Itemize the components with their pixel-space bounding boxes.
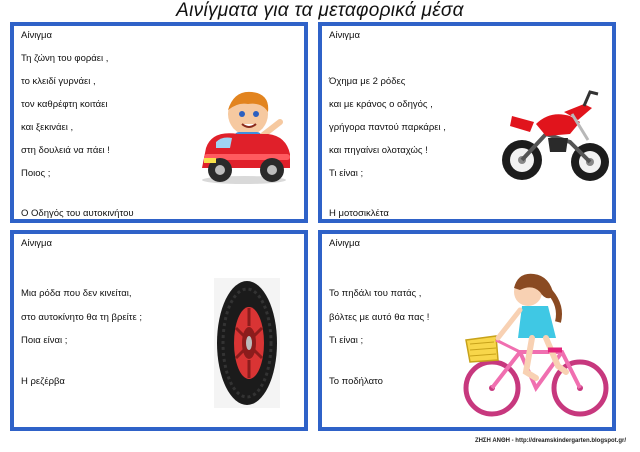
- girl-bicycle-illustration: [462, 262, 610, 426]
- boy-car-illustration: [186, 84, 296, 194]
- riddle-line: Τη ζώνη του φοράει ,: [21, 53, 109, 64]
- riddle-line: και ξεκινάει ,: [21, 122, 74, 133]
- riddle-label: Αίνιγμα: [329, 238, 361, 249]
- motorcycle-illustration: [500, 82, 612, 192]
- riddle-line: στη δουλειά να πάει !: [21, 145, 110, 156]
- spare-tire-illustration: [214, 278, 280, 408]
- riddle-line: Ποια είναι ;: [21, 335, 68, 346]
- riddle-answer: Ο Οδηγός του αυτοκινήτου: [21, 208, 134, 219]
- riddle-label: Αίνιγμα: [329, 30, 361, 41]
- riddle-card-spare-tire: [10, 230, 308, 431]
- riddle-answer: Η ρεζέρβα: [21, 376, 65, 387]
- riddle-line: στο αυτοκίνητο θα τη βρείτε ;: [21, 312, 142, 323]
- riddle-label: Αίνιγμα: [21, 30, 53, 41]
- riddle-card-motorcycle: [318, 22, 616, 223]
- riddle-line: γρήγορα παντού παρκάρει ,: [329, 122, 446, 133]
- riddle-line: Τι είναι ;: [329, 168, 364, 179]
- riddle-label: Αίνιγμα: [21, 238, 53, 249]
- credit-text: ΖΗΣΗ ΑΝΘΗ - http://dreamskindergarten.blogspot.gr/: [474, 438, 626, 444]
- riddle-line: και πηγαίνει ολοταχώς !: [329, 145, 428, 156]
- riddle-line: Ποιος ;: [21, 168, 51, 179]
- riddle-line: Μια ρόδα που δεν κινείται,: [21, 288, 132, 299]
- riddle-line: το κλειδί γυρνάει ,: [21, 76, 96, 87]
- riddle-line: Όχημα με 2 ρόδες: [329, 76, 406, 87]
- riddle-line: τον καθρέφτη κοιτάει: [21, 99, 108, 110]
- riddle-answer: Η μοτοσικλέτα: [329, 208, 389, 219]
- riddle-answer: Το ποδήλατο: [329, 376, 383, 387]
- riddle-line: Τι είναι ;: [329, 335, 364, 346]
- riddle-card-bicycle: [318, 230, 616, 431]
- riddle-line: και με κράνος ο οδηγός ,: [329, 99, 433, 110]
- riddle-line: βόλτες με αυτό θα πας !: [329, 312, 430, 323]
- page-title: Αινίγματα για τα μεταφορικά μέσα: [176, 0, 464, 21]
- riddle-line: Το πηδάλι του πατάς ,: [329, 288, 422, 299]
- riddle-card-car: [10, 22, 308, 223]
